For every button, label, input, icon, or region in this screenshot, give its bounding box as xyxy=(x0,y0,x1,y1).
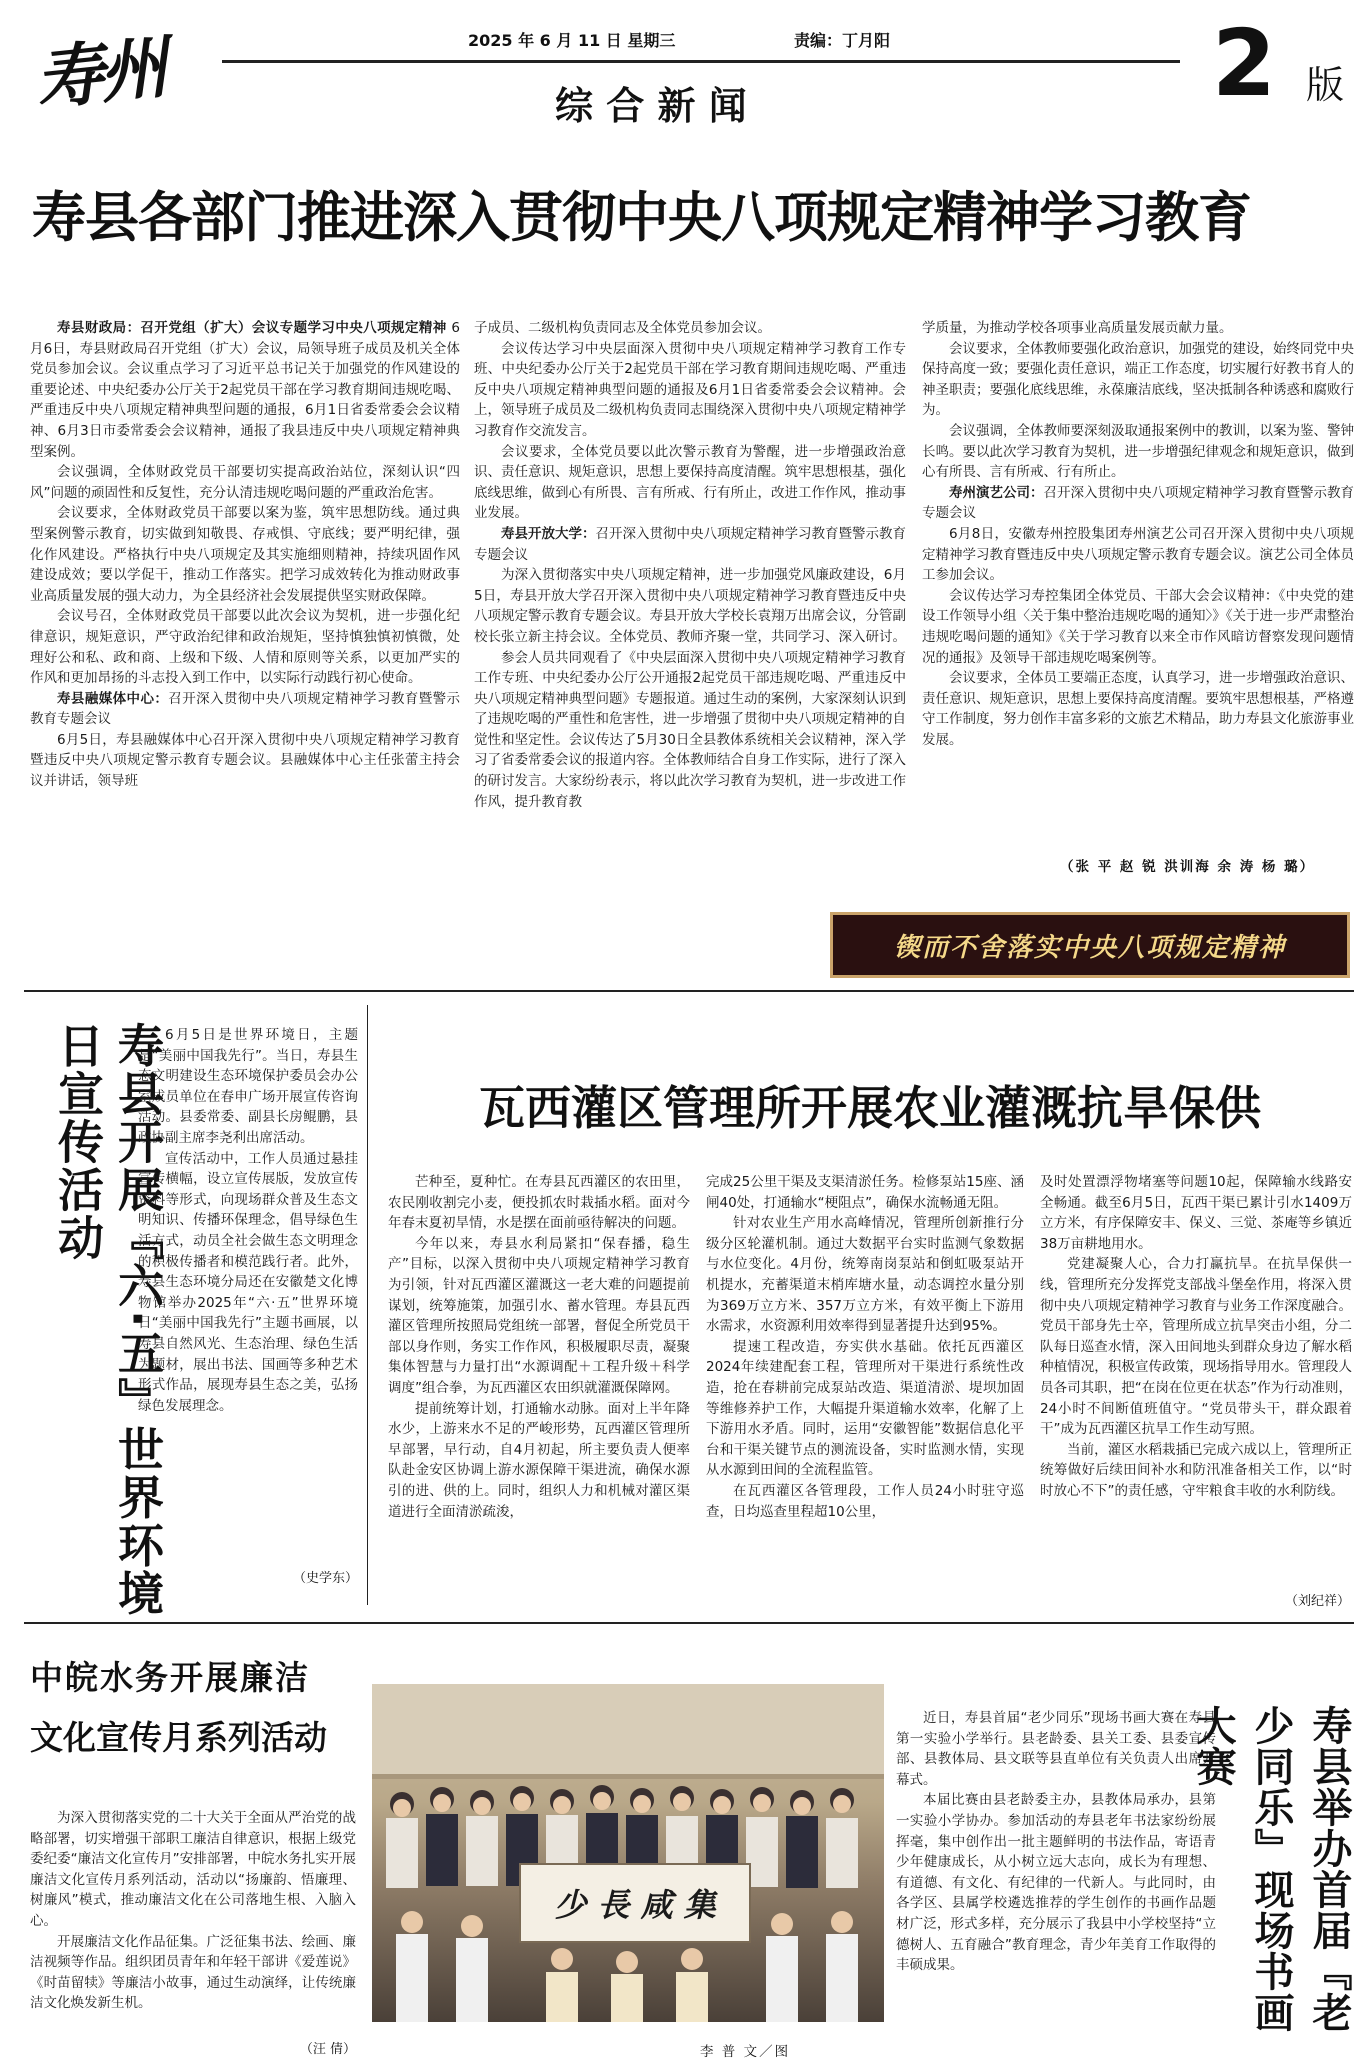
paragraph-text: 会议要求，全体员工要端正态度，认真学习，进一步增强政治意识、责任意识、规矩意识，思想上要保持高度清醒。要筑牢思想根基，严格遵守工作制度，努力创作丰富多彩的文旅艺术精品，助力寿县文化旅游事业发展。 xyxy=(922,670,1354,748)
paragraph xyxy=(474,318,906,339)
paragraph-text: 会议要求，全体党员要以此次警示教育为警醒，进一步增强政治意识、责任意识、规矩意识，思想上要保持高度清醒。筑牢思想根基，强化底线思维，做到心有所畏、言有所戒、行有所止，改进工作作风，推动事业发展。 xyxy=(474,443,906,522)
paragraph: 提速工程改造，夯实供水基础。依托瓦西灌区2024年续建配套工程，管理所对干渠进行系统性改造，抢在春耕前完成泵站改造、渠道清淤、堤坝加固等维修养护工作，大幅提升渠道输水效率，化解了上下游用水矛盾。同时，运用“安徽智能”数据信息化平台和干渠关键节点的测流设备，实时监测水情，实现从水源到田间的全流程监管。 xyxy=(706,1338,1024,1479)
subhead-title: 召开深入贯彻中央八项规定精神学习教育暨警示教育专题会议 xyxy=(30,690,460,728)
paragraph xyxy=(922,483,1354,524)
env-article-body xyxy=(138,1025,358,1600)
masthead-rule xyxy=(222,60,1180,63)
page-unit: 版 xyxy=(1306,63,1345,107)
paragraph: 党建凝聚人心，合力打赢抗旱。在抗旱保供一线，管理所充分发挥党支部战斗堡垒作用，将深入贯彻中央八项规定精神学习教育与业务工作深度融合。党员干部身先士卒，管理所成立抗旱突击小组，分二队每日巡查水情，深入田间地头到群众身边了解水稻种植情况，积极宣传政策，现场指导用水。管理段人员各司其职，把“在岗在位更在状态”作为行动准则，24小时不间断值班值守。“党员带头干，群众跟着干”成为瓦西灌区抗旱工作生动写照。 xyxy=(1040,1256,1352,1438)
paragraph xyxy=(922,318,1354,339)
water-article-body xyxy=(30,1808,356,2048)
paragraph: 完成25公里干渠及支渠清淤任务。检修泵站15座、涵闸40处，打通输水“梗阻点”，确保水流畅通无阻。 xyxy=(706,1174,1024,1211)
divider-vertical-1 xyxy=(367,1005,368,1605)
paragraph-text: 会议号召，全体财政党员干部要以此次会议为契机，进一步强化纪律意识，规矩意识，严守政治纪律和政治规矩，坚持慎独慎初慎微，处理好公和私、政和商、上级和下级、人情和原则等关系，以更加严实的作风和更加昂扬的斗志投入到工作中，以实际行动践行初心使命。 xyxy=(30,608,460,687)
paragraph-text: 子成员、二级机构负责同志及全体党员参加会议。 xyxy=(474,320,771,336)
paragraph-text: 6月6日，寿县财政局召开党组（扩大）会议，局领导班子成员及机关全体党员参加会议。会议重点学习了习近平总书记关于加强党的作风建设的重要论述、中央纪委办公厅关于2起党员干部在学习教育期间违规吃喝、严重违反中央八项规定精神典型问题的通报，6月1日省委常委会会议精神、6月3日市委常委会会议精神，通报了我县违反中央八项规定精神典型案例。 xyxy=(30,320,460,460)
paragraph-text: 会议要求，全体财政党员干部要以案为鉴，筑牢思想防线。通过典型案例警示教育，切实做到知敬畏、存戒惧、守底线；要严明纪律，强化作风建设。严格执行中央八项规定及其实施细则精神，持续巩固作风建设成效；要以学促干，推动工作落实。把学习成效转化为推动财政事业高质量发展的强大动力，为全县经济社会发展提供坚实财政保障。 xyxy=(30,505,460,604)
paragraph: 宣传活动中，工作人员通过悬挂宣传横幅，设立宣传展版，发放宣传资料等形式，向现场群众普及生态文明知识、传播环保理念，倡导绿色生活方式，动员全社会做生态文明理念的积极传播者和模范践行者。此外，寿县生态环境分局还在安徽楚文化博物馆举办2025年“六·五”世界环境日“美丽中国我先行”主题书画展，以寿县自然风光、生态治理、绿色生活为题材，展出书法、国画等多种艺术形式作品，展现寿县生态之美，弘扬绿色发展理念。 xyxy=(138,1150,358,1414)
section-title: 综 合 新 闻 xyxy=(555,83,747,128)
divider-2 xyxy=(24,1622,1354,1624)
paragraph: 开展廉洁文化作品征集。广泛征集书法、绘画、廉洁视频等作品。组织团员青年和年轻干部讲《爱莲说》《时苗留犊》等廉洁小故事，通过生动演绎，让传统廉洁文化焕发新生机。 xyxy=(30,1933,356,2012)
editor-line: 责编：丁月阳 xyxy=(794,31,891,50)
subhead-lead: 寿县融媒体中心： xyxy=(57,690,169,707)
paragraph xyxy=(922,339,1354,421)
paragraph: 为深入贯彻落实党的二十大关于全面从严治党的战略部署，切实增强干部职工廉洁自律意识，根据上级党委纪委“廉洁文化宣传月”安排部署，中皖水务扎实开展廉洁文化宣传月系列活动，活动以“扬廉韵、悟廉理、树廉风”模式，推动廉洁文化在公司落地生根、入脑入心。 xyxy=(30,1810,356,1929)
main-headline: 寿县各部门推进深入贯彻中央八项规定精神学习教育 xyxy=(32,186,1251,249)
water-title-line2: 文化宣传月系列活动 xyxy=(30,1718,327,1757)
main-article-col3 xyxy=(922,318,1354,858)
date-line: 2025 年 6 月 11 日 星期三 xyxy=(468,31,676,50)
subhead-lead: 寿县财政局：召开党组（扩大）会议专题学习中央八项规定精神 xyxy=(57,320,447,336)
irrigation-col1 xyxy=(388,1172,690,1612)
main-article-col2 xyxy=(474,318,906,983)
paragraph: 6月5日是世界环境日，主题是“美丽中国我先行”。当日，寿县生态文明建设生态环境保护委员会办公室成员单位在春申广场开展宣传咨询活动。县委常委、副县长房鲲鹏，县政协副主席李尧利出席活动。 xyxy=(138,1027,358,1146)
paragraph xyxy=(922,586,1354,668)
subhead-lead: 寿县开放大学： xyxy=(501,525,596,542)
paragraph-text: 会议传达学习寿控集团全体党员、干部大会会议精神：《中央党的建设工作领导小组〈关于集中整治违规吃喝的通知〉》《关于进一步严肃整治违规吃喝问题的通知》《关于学习教育以来全市作风暗访督察发现问题情况的通报》及领导干部违规吃喝案例等。 xyxy=(922,587,1354,666)
paragraph xyxy=(30,462,460,503)
paragraph xyxy=(474,442,906,524)
divider-1 xyxy=(24,990,1354,992)
slogan-text: 锲而不舍落实中央八项规定精神 xyxy=(893,932,1286,963)
paragraph: 今年以来，寿县水利局紧扣“保春播，稳生产”目标，以深入贯彻中央八项规定精神学习教育为引领，针对瓦西灌区灌溉这一老大难的问题提前谋划，统筹施策，加强引水、蓄水管理。寿县瓦西灌区管理所按照局党组统一部署，督促全所党员干部以身作则，务实工作作风，积极履职尽责，凝聚集体智慧与力量打出“水源调配＋工程升级＋科学调度”组合拳，为瓦西灌区农田织就灌溉保障网。 xyxy=(388,1235,690,1396)
irrigation-title: 瓦西灌区管理所开展农业灌溉抗旱保供 xyxy=(479,1081,1261,1135)
paragraph xyxy=(474,565,906,647)
paragraph-text: 为深入贯彻落实中央八项规定精神，进一步加强党风廉政建设，6月5日，寿县开放大学召开深入贯彻中央八项规定精神学习教育暨违反中央八项规定警示教育专题会议。寿县开放大学校长袁翔万出席会议，分管副校长张立新主持会议。全体党员、教师齐聚一堂，共同学习、深入研讨。 xyxy=(474,567,906,645)
water-article-signature: （汪 倩） xyxy=(299,2042,356,2057)
photo-banner-text: 少 長 咸 集 xyxy=(554,1886,716,1924)
irrigation-col3 xyxy=(1040,1172,1352,1592)
paragraph xyxy=(922,668,1354,750)
paragraph-text: 6月8日，安徽寿州控股集团寿州演艺公司召开深入贯彻中央八项规定精神学习教育暨违反中央八项规定警示教育专题会议。演艺公司全体员工参加会议。 xyxy=(922,525,1354,584)
event-photo xyxy=(372,1684,884,2022)
slogan-banner xyxy=(830,912,1350,978)
subhead-lead: 寿州演艺公司： xyxy=(949,484,1044,501)
paragraph: 及时处置漂浮物堵塞等问题10起，保障输水线路安全畅通。截至6月5日，瓦西干渠已累计引水1409万立方米，有序保障安丰、保义、三觉、茶庵等乡镇近38万亩耕地用水。 xyxy=(1040,1174,1352,1252)
paragraph-text: 参会人员共同观看了《中央层面深入贯彻中央八项规定精神学习教育工作专班、中央纪委办公厅公开通报2起党员干部违规吃喝、严重违反中央八项规定精神典型问题》专题报道。通过生动的案例，大家深刻认识到了违规吃喝的严重性和危害性，进一步增强了贯彻中央八项规定精神的自觉性和坚定性。会议传达了5月30日全县教体系统相关会议精神，深入学习了省委常委会议的报道内容。全体教师结合自身工作实际，进行了深入的研讨发言。大家纷纷表示，将以此次学习教育为契机，进一步改进工作作风，提升教育教 xyxy=(474,649,906,810)
newspaper-logo: 寿州 xyxy=(31,27,168,121)
paragraph-text: 会议要求，全体教师要强化政治意识，加强党的建设，始终同党中央保持高度一致；要强化责任意识，端正工作态度，切实履行好教书育人的神圣职责；要强化底线思维，永葆廉洁底线，坚决抵制各种诱惑和腐败行为。 xyxy=(922,340,1354,419)
irrigation-signature: （刘纪祥） xyxy=(1284,1594,1350,1609)
masthead xyxy=(0,0,1367,130)
subhead-title: 召开深入贯彻中央八项规定精神学习教育暨警示教育专题会议 xyxy=(474,525,906,563)
paragraph xyxy=(30,606,460,688)
paragraph: 提前统筹计划，打通输水动脉。面对上半年降水少，上游来水不足的严峻形势，瓦西灌区管理所早部署，早行动，自4月初起，所主要负责人便率队赴金安区协调上游水源保障干渠进流，确保水源引的进、供的上。同时，组织人力和机械对灌区渠道进行全面清淤疏浚， xyxy=(388,1400,690,1520)
photo-caption: 李 普 文／图 xyxy=(700,2044,791,2060)
paragraph: 在瓦西灌区各管理段，工作人员24小时驻守巡查，日均巡查里程超10公里， xyxy=(706,1482,1024,1520)
paragraph xyxy=(30,503,460,606)
paragraph-text: 会议强调，全体财政党员干部要切实提高政治站位，深刻认识“四风”问题的顽固性和反复性，充分认清违规吃喝问题的严重政治危害。 xyxy=(30,464,460,501)
paragraph: 本届比赛由县老龄委主办，县教体局承办，县第一实验小学协办。参加活动的寿县老年书法家纷纷展挥毫，集中创作出一批主题鲜明的书法作品，寄语青少年健康成长，从小树立远大志向，成长为有理想、有道德、有文化、有纪律的一代新人。与此同时，由各学区、县属学校遴选推荐的学生创作的书画作品题材广泛，形式多样，充分展示了我县中小学校坚持“立德树人、五育融合”教育理念，青少年美育工作取得的丰硕成果。 xyxy=(896,1792,1216,1974)
group-photo-illustration xyxy=(372,1684,884,2022)
paragraph: 近日，寿县首届“老少同乐”现场书画大赛在寿县第一实验小学举行。县老龄委、县关工委、县委宣传部、县教体局、县文联等县直单位有关负责人出席开幕式。 xyxy=(896,1710,1216,1788)
page-number: 2 xyxy=(1212,10,1277,117)
calligraphy-article-title: 寿县举办首届『老少同乐』现场书画大赛 xyxy=(1190,1705,1352,2033)
paragraph xyxy=(30,318,460,462)
paragraph: 当前，灌区水稻栽插已完成六成以上，管理所正统筹做好后续田间补水和防汛准备相关工作，以“时时放心不下”的责任感，守牢粮食丰收的水利防线。 xyxy=(1040,1441,1352,1499)
water-title-line1: 中皖水务开展廉洁 xyxy=(30,1658,310,1697)
paragraph-text: 学质量，为推动学校各项事业高质量发展贡献力量。 xyxy=(922,320,1233,336)
paragraph xyxy=(922,421,1354,483)
paragraph-text: 会议强调，全体教师要深刻汲取通报案例中的教训，以案为鉴、警钟长鸣。要以此次学习教育为契机，进一步增强纪律观念和规矩意识，做到心有所畏、言有所戒、行有所止。 xyxy=(922,422,1354,481)
paragraph xyxy=(474,524,906,565)
paragraph: 针对农业生产用水高峰情况，管理所创新推行分级分区轮灌机制。通过大数据平台实时监测气象数据与水位变化。4月份，统筹南岗泵站和倒虹吸泵站开机提水，充蓄渠道末梢库塘水量，动态调控水量分别为369万立方米、357万立方米，有效平衡上下游用水需求，水资源利用效率得到显著提升达到95%。 xyxy=(706,1215,1024,1335)
paragraph xyxy=(474,648,906,813)
subhead-title: 召开深入贯彻中央八项规定精神学习教育暨警示教育专题会议 xyxy=(922,484,1354,522)
paragraph xyxy=(30,730,460,792)
paragraph xyxy=(474,339,906,442)
paragraph xyxy=(30,689,460,730)
paragraph-text: 6月5日，寿县融媒体中心召开深入贯彻中央八项规定精神学习教育暨违反中央八项规定警示教育专题会议。县融媒体中心主任张蕾主持会议并讲话，领导班 xyxy=(30,731,460,790)
irrigation-col2 xyxy=(706,1172,1024,1612)
main-article-signature: （张 平 赵 锐 洪训海 余 涛 杨 璐） xyxy=(1060,859,1316,875)
paragraph-text: 会议传达学习中央层面深入贯彻中央八项规定精神学习教育工作专班、中央纪委办公厅关于2起党员干部在学习教育期间违规吃喝、严重违反中央八项规定精神典型问题的通报及6月1日省委常委会会议精神。会上，领导班子成员及二级机构负责同志围绕深入贯彻中央八项规定精神学习教育作交流发言。 xyxy=(474,340,906,439)
paragraph xyxy=(922,524,1354,586)
paragraph: 芒种至，夏种忙。在寿县瓦西灌区的农田里，农民刚收割完小麦，便投抓农时栽插水稻。面对今年春末夏初旱情，水是摆在面前亟待解决的问题。 xyxy=(388,1174,690,1232)
calligraphy-article-body xyxy=(896,1708,1216,2060)
main-article-col1 xyxy=(30,318,460,963)
env-article-title: 寿县开展『六·五』世界环境日宣传活动 xyxy=(51,1022,165,1618)
env-article-signature: （史学东） xyxy=(292,1571,358,1586)
